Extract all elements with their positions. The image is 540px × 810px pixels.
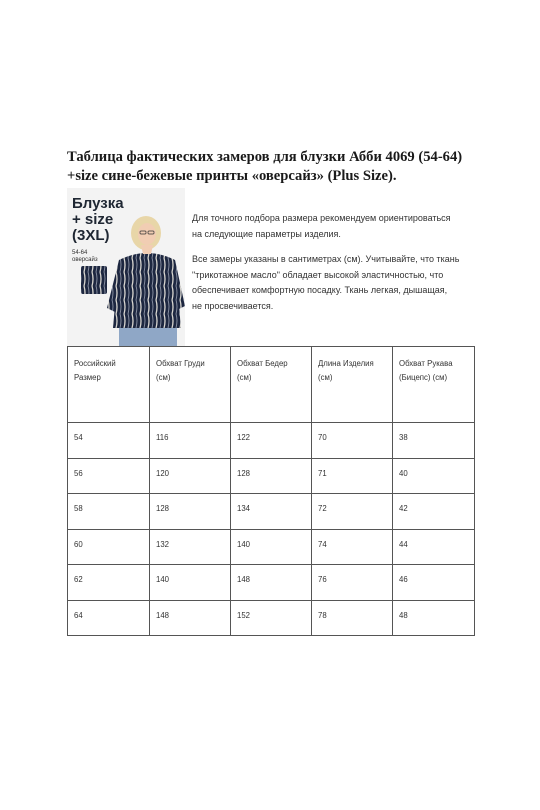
table-cell: 134 (231, 494, 312, 530)
table-cell: 140 (231, 529, 312, 565)
table-cell: 140 (150, 565, 231, 601)
header-cell (150, 347, 231, 423)
header-text: Обхват Груди (156, 359, 205, 368)
description-line: не просвечивается. (192, 300, 274, 311)
header-text: Обхват Бедер (237, 359, 288, 368)
description-line: Все замеры указаны в сантиметрах (см). Учитывайте, что ткань (192, 254, 460, 264)
table-cell: 122 (231, 423, 312, 459)
header-text: Размер (74, 373, 101, 382)
table-cell: 128 (150, 494, 231, 530)
table-row (68, 494, 475, 530)
table-cell: 116 (150, 423, 231, 459)
header-cell (68, 347, 150, 423)
table-cell: 74 (312, 529, 393, 565)
size-range-text: 54-64 (72, 250, 88, 256)
header-cell (312, 347, 393, 423)
table-cell: 71 (312, 458, 393, 494)
table-row (68, 458, 475, 494)
description (192, 211, 492, 324)
header-cell (393, 347, 475, 423)
header-text: (см) (237, 373, 252, 382)
table-cell: 64 (68, 600, 150, 636)
table-row (68, 600, 475, 636)
description-line: на следующие параметры изделия. (192, 228, 341, 239)
table-cell: 54 (68, 423, 150, 459)
table-cell: 120 (150, 458, 231, 494)
header-text: Обхват Рукава (399, 359, 453, 368)
product-label-line-1: Блузка (72, 195, 124, 212)
product-label-line-2: + size (72, 211, 114, 228)
fit-type-text: оверсайз (72, 257, 98, 263)
header-text: (см) (156, 373, 171, 382)
table-row (68, 529, 475, 565)
table-cell: 132 (150, 529, 231, 565)
header-text: (см) (318, 373, 333, 382)
table-cell: 128 (231, 458, 312, 494)
table-cell: 62 (68, 565, 150, 601)
table-cell: 58 (68, 494, 150, 530)
table-row (68, 423, 475, 459)
description-line: обеспечивает комфортную посадку. Ткань легкая, дышащая, (192, 285, 448, 295)
description-paragraph-1 (192, 211, 492, 242)
header-cell (231, 347, 312, 423)
table-cell: 40 (393, 458, 475, 494)
table-cell: 70 (312, 423, 393, 459)
product-image (67, 188, 185, 346)
header-text: Длина Изделия (318, 359, 374, 368)
table-cell: 76 (312, 565, 393, 601)
table-cell: 42 (393, 494, 475, 530)
title-line-2: +size сине-бежевые принты «оверсайз» (Plus Size). (67, 168, 397, 184)
size-table (67, 346, 475, 636)
table-cell: 78 (312, 600, 393, 636)
product-size-range (72, 250, 98, 264)
title-line-1: Таблица фактических замеров для блузки Абби 4069 (54-64) (67, 149, 463, 165)
table-cell: 56 (68, 458, 150, 494)
table-cell: 38 (393, 423, 475, 459)
description-paragraph-2 (192, 252, 492, 314)
description-line: Для точного подбора размера рекомендуем ориентироваться (192, 213, 451, 223)
table-header-row (68, 347, 475, 423)
header-text: Российский (74, 359, 116, 368)
table-cell: 148 (231, 565, 312, 601)
table-cell: 46 (393, 565, 475, 601)
table-cell: 60 (68, 529, 150, 565)
table-cell: 72 (312, 494, 393, 530)
description-line: "трикотажное масло" обладает высокой эластичностью, что (192, 269, 444, 280)
table-row (68, 565, 475, 601)
table-cell: 148 (150, 600, 231, 636)
table-cell: 48 (393, 600, 475, 636)
document-title (67, 148, 487, 186)
header-text: (Бицепс) (см) (399, 373, 448, 382)
table-cell: 44 (393, 529, 475, 565)
product-label-line-3: (3XL) (72, 227, 110, 244)
table-cell: 152 (231, 600, 312, 636)
